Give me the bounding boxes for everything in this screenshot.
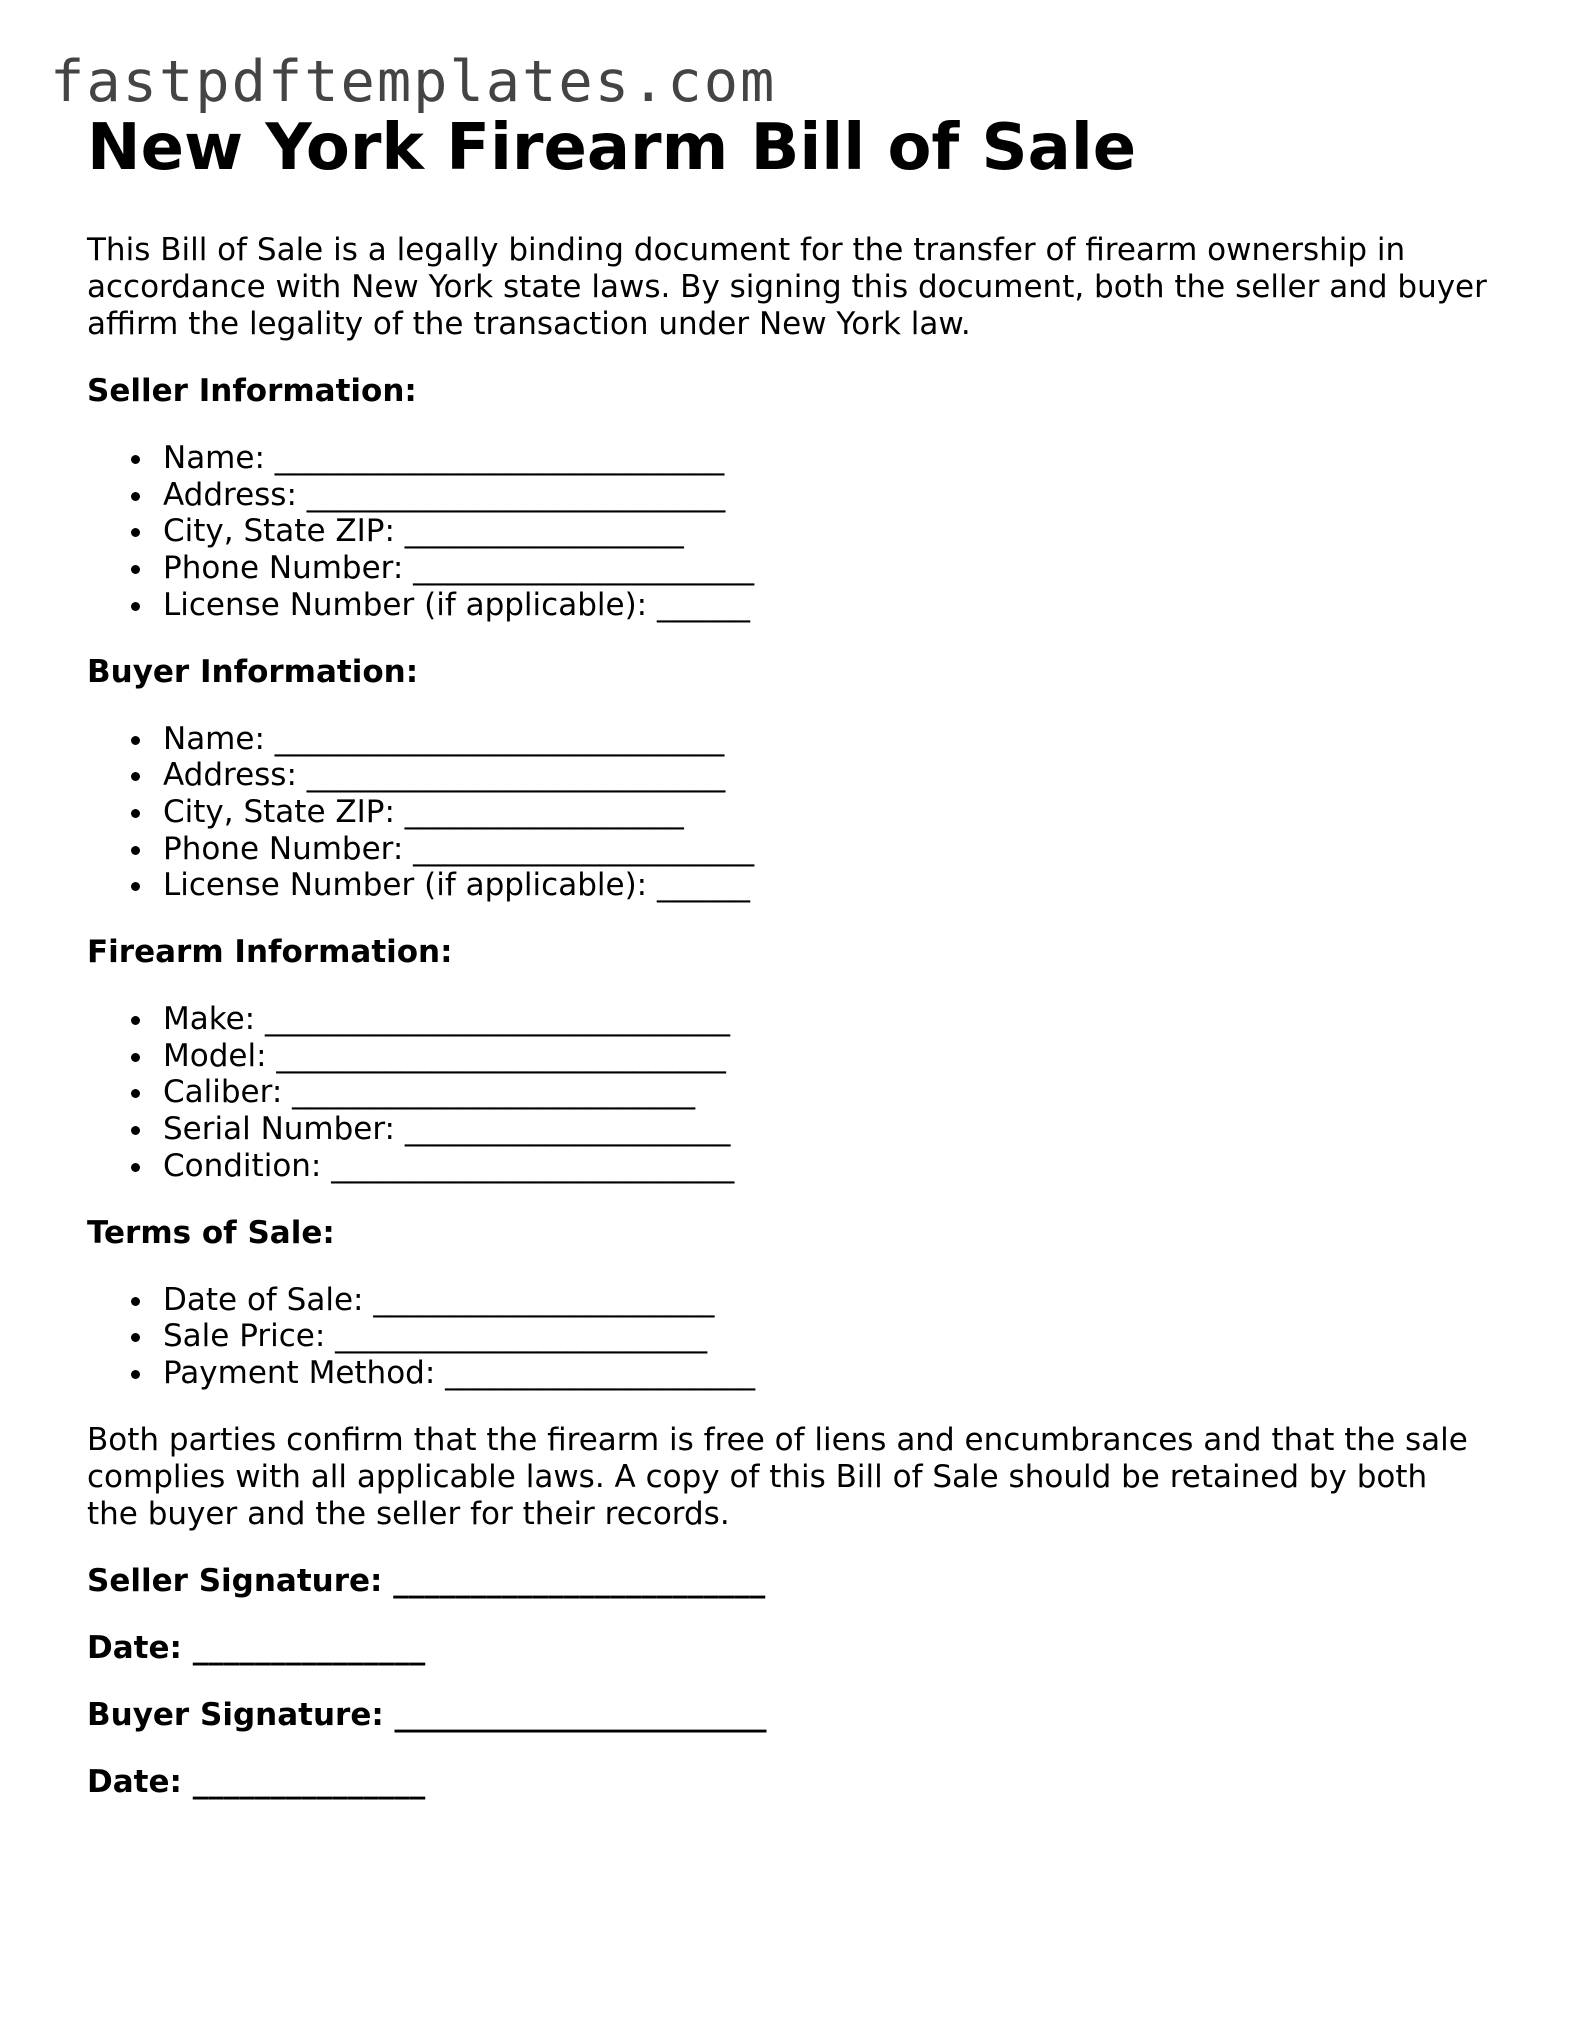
buyer-city-state-zip-field[interactable] (163, 794, 1487, 831)
field-label: License Number (if applicable): (163, 586, 648, 623)
intro-paragraph: This Bill of Sale is a legally binding document for the transfer of firearm ownership in accordance with New York state laws. By signing this document, both the seller and buyer affirm the legality of the transaction under New York law. (87, 232, 1487, 342)
signature-label: Buyer Signature: (87, 1696, 384, 1733)
field-label: Condition: (163, 1147, 322, 1184)
date-blank[interactable]: _______________ (192, 1763, 426, 1800)
field-blank[interactable]: ____________________ (445, 1354, 756, 1391)
date-label: Date: (87, 1629, 182, 1666)
field-label: Caliber: (163, 1074, 283, 1111)
field-label: Serial Number: (163, 1111, 396, 1148)
signature-blank[interactable]: ________________________ (393, 1562, 766, 1599)
document-title: New York Firearm Bill of Sale (87, 111, 1137, 185)
field-label: Phone Number: (163, 830, 404, 867)
field-blank[interactable]: ___________________________ (306, 476, 726, 513)
field-label: Address: (163, 757, 297, 794)
buyer-signature-line[interactable] (87, 1697, 1487, 1734)
field-blank[interactable]: ______________________ (413, 830, 755, 867)
field-blank[interactable]: ______ (656, 586, 750, 623)
field-blank[interactable]: _____________________________ (274, 720, 725, 757)
firearm-section-heading: Firearm Information: (87, 934, 453, 971)
terms-section-heading: Terms of Sale: (87, 1214, 335, 1251)
seller-address-field[interactable] (163, 477, 1487, 514)
seller-license-field[interactable] (163, 587, 1487, 624)
buyer-name-field[interactable] (163, 721, 1487, 758)
field-blank[interactable]: __________________________ (331, 1147, 735, 1184)
seller-phone-field[interactable] (163, 550, 1487, 587)
field-label: Name: (163, 440, 265, 476)
field-label: City, State ZIP: (163, 793, 395, 830)
seller-signature-line[interactable] (87, 1563, 1487, 1600)
field-blank[interactable]: _____________________________ (274, 440, 725, 476)
signature-label: Seller Signature: (87, 1562, 383, 1599)
buyer-phone-field[interactable] (163, 831, 1487, 868)
field-label: Date of Sale: (163, 1281, 364, 1318)
firearm-make-field[interactable] (163, 1001, 1487, 1038)
sale-price-field[interactable] (163, 1318, 1487, 1355)
buyer-section-heading: Buyer Information: (87, 653, 419, 690)
closing-paragraph: Both parties confirm that the firearm is free of liens and encumbrances and that the sale complies with all applicable laws. A copy of this Bill of Sale should be retained by both the buyer and the seller for their records. (87, 1421, 1468, 1532)
buyer-date-line[interactable] (87, 1764, 1487, 1801)
document-page (87, 108, 1487, 1801)
field-blank[interactable]: _____________________ (404, 1111, 731, 1148)
field-label: City, State ZIP: (163, 513, 395, 550)
buyer-license-field[interactable] (163, 867, 1487, 904)
signature-blank[interactable]: ________________________ (394, 1696, 767, 1733)
payment-method-field[interactable] (163, 1355, 1487, 1392)
seller-city-state-zip-field[interactable] (163, 513, 1487, 550)
field-blank[interactable]: __________________ (404, 513, 684, 550)
field-blank[interactable]: ________________________ (335, 1318, 708, 1355)
date-of-sale-field[interactable] (163, 1282, 1487, 1319)
field-blank[interactable]: __________________ (404, 793, 684, 830)
firearm-model-field[interactable] (163, 1038, 1487, 1075)
buyer-field-list (87, 721, 1487, 905)
terms-field-list (87, 1282, 1487, 1392)
field-label: License Number (if applicable): (163, 867, 648, 904)
field-blank[interactable]: ______________________________ (264, 1001, 730, 1038)
seller-section-heading: Seller Information: (87, 373, 417, 409)
field-label: Sale Price: (163, 1318, 326, 1355)
field-label: Name: (163, 720, 265, 757)
site-watermark: fastpdftemplates.com (50, 49, 777, 115)
seller-field-list (87, 440, 1487, 624)
field-label: Address: (163, 476, 297, 513)
date-label: Date: (87, 1763, 182, 1800)
date-blank[interactable]: _______________ (192, 1629, 426, 1666)
field-blank[interactable]: _____________________________ (276, 1037, 726, 1074)
seller-name-field[interactable] (163, 440, 1487, 477)
firearm-field-list (87, 1001, 1487, 1185)
buyer-address-field[interactable] (163, 757, 1487, 794)
firearm-serial-number-field[interactable] (163, 1111, 1487, 1148)
field-blank[interactable]: ______ (656, 867, 750, 904)
field-label: Model: (163, 1037, 267, 1074)
field-blank[interactable]: __________________________ (292, 1074, 696, 1111)
seller-date-line[interactable] (87, 1630, 1487, 1667)
field-label: Phone Number: (163, 550, 404, 587)
field-blank[interactable]: ______________________ (413, 550, 755, 587)
field-label: Make: (163, 1001, 256, 1038)
field-blank[interactable]: ______________________ (373, 1281, 715, 1318)
firearm-condition-field[interactable] (163, 1148, 1487, 1185)
firearm-caliber-field[interactable] (163, 1074, 1487, 1111)
field-label: Payment Method: (163, 1354, 436, 1391)
field-blank[interactable]: ___________________________ (306, 757, 726, 794)
